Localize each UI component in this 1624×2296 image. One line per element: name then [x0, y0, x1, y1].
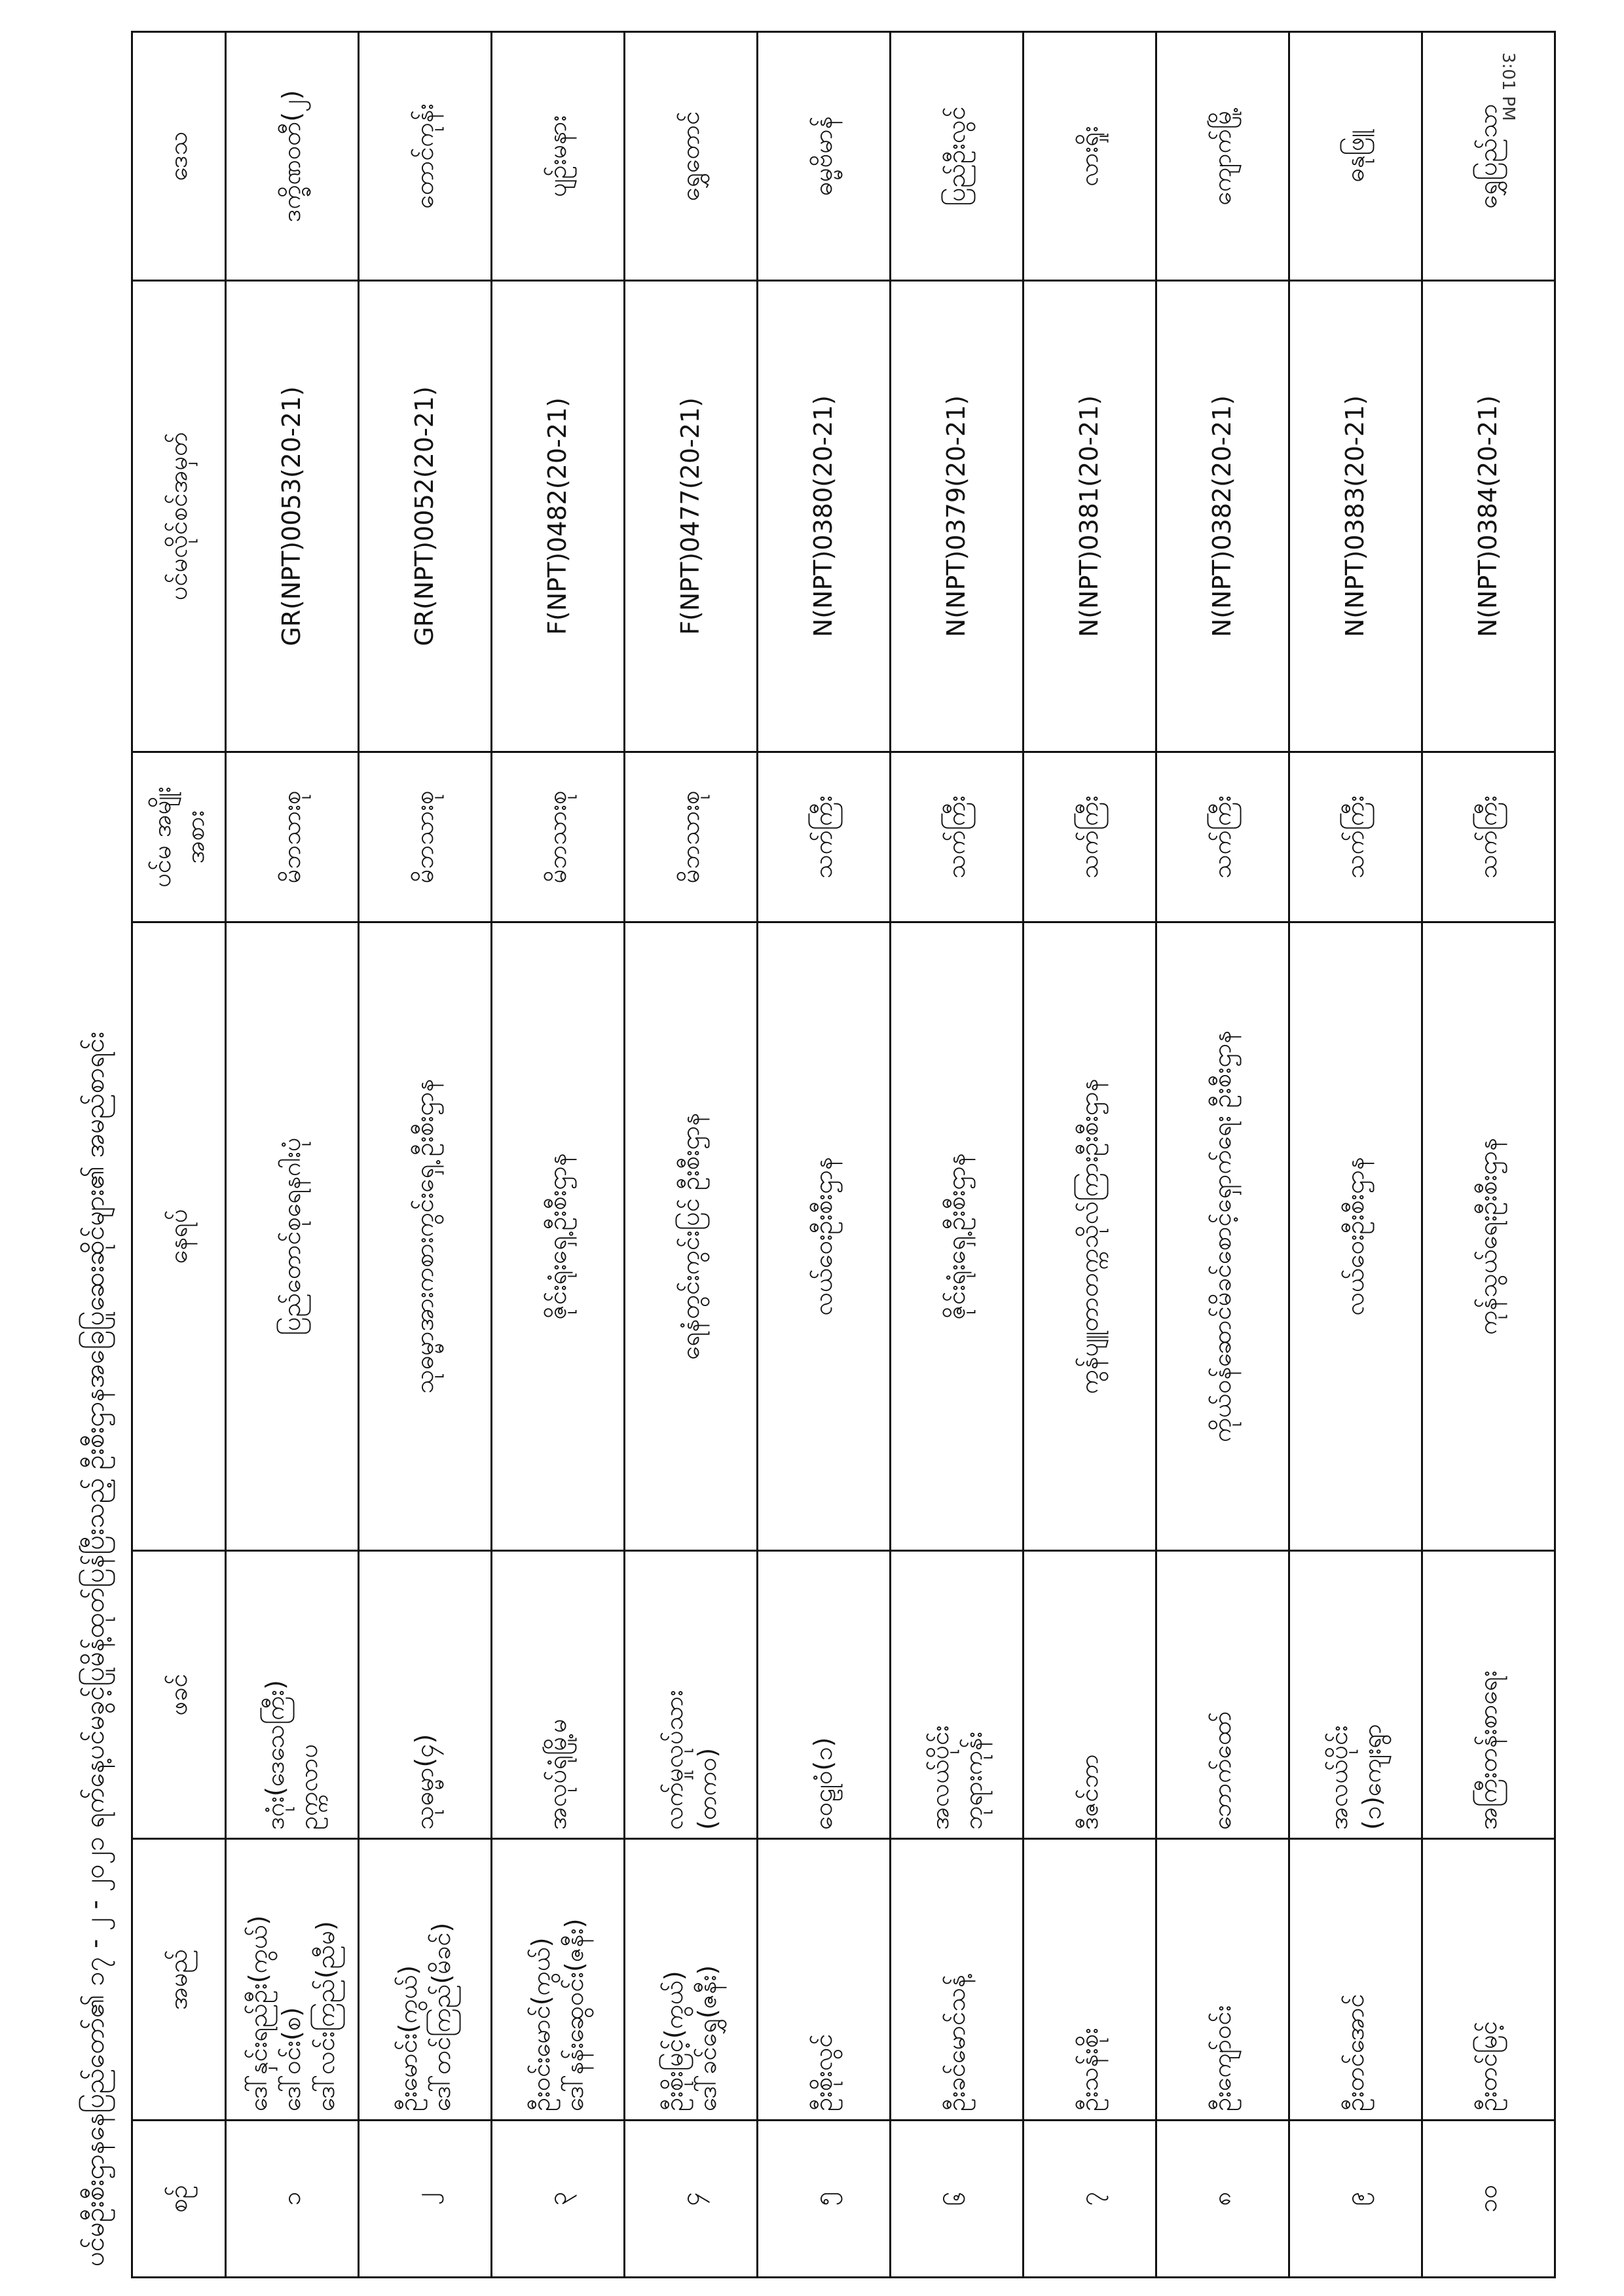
cell-name — [1422, 1839, 1555, 2121]
cell-address: လယ်ဝေးဦးစီးဌာန — [1289, 922, 1422, 1551]
cell-name-line: ဦးဝင်းမောင်(ကွယ်) — [526, 1937, 555, 2111]
print-timestamp: 3:01 PM — [1498, 52, 1518, 121]
cell-father-line: သုဓမ္မာ(၄) — [410, 1734, 439, 1830]
cell-district: ကျောက်မြို့ — [1156, 32, 1289, 281]
cell-licence: N(NPT)0381(20-21) — [1024, 281, 1156, 752]
document-title: ပင်မဦးစီးဌာနနေပြည်တော်၏ ၁၇ - ၂ - ၂၀၂၁ ရက်နေ့ပင်မခွင့်ပြုမိန့်ထုတ်ပြန်ပြီးသည့် ဦးစီးဌာနအခြေပြုဆေးဆိုင်များ၏ အမည်စာရင်း — [80, 1031, 110, 2267]
cell-name — [891, 1839, 1024, 2121]
table-row — [625, 32, 758, 2278]
cell-no: ၂ — [359, 2121, 492, 2278]
cell-father-line: ဘောက်ထော် — [1208, 1711, 1237, 1830]
cell-name — [1289, 1839, 1422, 2121]
cell-address: သုဓမ္မာအားကစားကွင်းရှေ့ ဦးစီးဌာန — [359, 922, 492, 1551]
licence-table — [131, 31, 1556, 2278]
header-district: ဒေသ — [132, 32, 226, 281]
cell-father-line: ဒဂုံး(ဒေသေကြီး) — [260, 1680, 289, 1830]
cell-name — [492, 1839, 625, 2121]
cell-father — [891, 1551, 1024, 1839]
cell-no: ၇ — [1024, 2121, 1156, 2278]
cell-name-line: ဦးသန်းစိုး — [1075, 2028, 1104, 2111]
cell-district: တောင်ကုန်း — [359, 32, 492, 281]
cell-address: ဇိုင်းရုံးရှေ့ဦးစီးဌာန — [492, 922, 625, 1551]
cell-father-line: အလယ်ပိုင်း — [1323, 1725, 1353, 1830]
cell-licence: N(NPT)0384(20-21) — [1422, 281, 1555, 752]
table-row — [226, 32, 359, 2278]
cell-district: ပြည်ဦးလွင် — [891, 32, 1024, 281]
cell-no: ၉ — [1289, 2121, 1422, 2278]
cell-father-line: ဝေဠုဝံ(၁) — [809, 1737, 838, 1830]
cell-father-line: (တကဝ) — [693, 1747, 722, 1830]
cell-district: ရွှေတောင် — [625, 32, 758, 281]
cell-name-line: ဦးတင်မြင့် — [1473, 2021, 1503, 2111]
cell-type: သက်ကြီး — [1289, 752, 1422, 922]
cell-licence: N(NPT)0383(20-21) — [1289, 281, 1422, 752]
table-header-row — [132, 32, 226, 2278]
cell-name-line: ဒေါ်တင်ကြည်(မိခင်) — [427, 1922, 456, 2111]
cell-address: ကိုယ်ဝန်ဆောင်မိခင်စောင့်ရှောက်ရေး ဦးစီးဌာန — [1156, 922, 1289, 1551]
cell-no: ၁ — [226, 2121, 359, 2278]
cell-licence: GR(NPT)0052(20-21) — [359, 281, 492, 752]
cell-name — [1156, 1839, 1289, 2121]
cell-name-line: ဦးကျော်ဝင်း — [1208, 2005, 1237, 2111]
cell-name-line: ဦးတင်အောင် — [1340, 1994, 1370, 2111]
cell-father — [1422, 1551, 1555, 1839]
cell-type: သက်ကြီး — [891, 752, 1024, 922]
header-address: နေရပ် — [132, 922, 226, 1551]
cell-address: ဇိုင်းရုံးရှေ့ဦးစီးဌာန — [891, 922, 1024, 1551]
cell-type: သက်ကြီး — [1422, 752, 1555, 922]
cell-father — [1156, 1551, 1289, 1839]
cell-name — [1024, 1839, 1156, 2121]
header-no: စဉ် — [132, 2121, 226, 2278]
cell-father — [758, 1551, 891, 1839]
cell-address: ရေနံတွင်းကွင်းပြင် ဦးစီးဌာန — [625, 922, 758, 1551]
cell-address: ကုန်သွယ်ရေးဦးစီးဌာန — [1422, 922, 1555, 1551]
cell-district: လားရှိုး — [1024, 32, 1156, 281]
cell-licence: N(NPT)0382(20-21) — [1156, 281, 1289, 752]
table-body — [226, 32, 1555, 2278]
cell-no: ၅ — [758, 2121, 891, 2278]
cell-district: ပျဉ်းမနား — [492, 32, 625, 281]
cell-father — [1289, 1551, 1422, 1839]
cell-licence: N(NPT)0379(20-21) — [891, 281, 1024, 752]
cell-father-line: ဒီဇင်ဘာ — [1075, 1754, 1104, 1830]
cell-district: ဓနုဖြူ — [1289, 32, 1422, 281]
cell-father-line: ဘုရားကုန်း — [959, 1731, 987, 1830]
cell-father-line: အကြီးတန်းစာရေး — [1473, 1670, 1503, 1830]
cell-type: သက်ကြီး — [1156, 752, 1289, 922]
cell-no: ၃ — [492, 2121, 625, 2278]
rotated-document — [59, 33, 1503, 2278]
cell-name — [625, 1839, 758, 2121]
cell-father — [226, 1551, 359, 1839]
cell-no: ၈ — [1156, 2121, 1289, 2278]
cell-father-line: အလယ်ပိုင်း — [925, 1725, 954, 1830]
cell-father — [492, 1551, 625, 1839]
cell-licence: GR(NPT)0053(20-21) — [226, 281, 359, 752]
cell-type: သက်ကြီး — [758, 752, 891, 922]
cell-district: ဓမ္မဗိမာန် — [758, 32, 891, 281]
table-row — [758, 32, 891, 2278]
cell-type: သက်ကြီး — [1024, 752, 1156, 922]
cell-father — [625, 1551, 758, 1839]
cell-type: မိဘသားစု — [625, 752, 758, 922]
table-row — [359, 32, 492, 2278]
cell-address: ကွန်ပျူတာတက္ကသိုလ်ကြားဦးစီးဌာန — [1024, 922, 1156, 1551]
cell-name — [226, 1839, 359, 2121]
cell-no: ၆ — [891, 2121, 1024, 2278]
cell-type: မိဘသားစု — [359, 752, 492, 922]
header-father: ဖခင် — [132, 1551, 226, 1839]
cell-father-line: (၁)ကျေးရွာ — [1357, 1724, 1386, 1830]
cell-district: ရွှေပြည်သာ — [1422, 32, 1555, 281]
cell-name-line: ဒေါ်လင်းကြည်(ညီမ) — [310, 1921, 340, 2111]
cell-name — [359, 1839, 492, 2121]
cell-father-line: ဥက္ကလာပ — [294, 1743, 323, 1830]
cell-name-line: ဦးခင်မောင်သန့် — [942, 1975, 971, 2111]
table-row — [1289, 32, 1422, 2278]
cell-type: မိဘသားစု — [226, 752, 359, 922]
cell-name-line: ဒေါ်နှင်းရည်ဦး(ကွယ်) — [244, 1915, 273, 2111]
cell-no: ၄ — [625, 2121, 758, 2278]
header-licence: ပင်မလိုင်စင်အမှတ် — [132, 281, 226, 752]
cell-name-line: ဦးမောင်း(ကွယ်) — [393, 1965, 422, 2111]
cell-licence: N(NPT)0380(20-21) — [758, 281, 891, 752]
table-row — [891, 32, 1024, 2278]
cell-address: ပြည်တောင်စုရေနဂါးပုံ — [226, 922, 359, 1551]
cell-type: မိဘသားစု — [492, 752, 625, 922]
cell-name-line: ဒေါ်နန်းဆွေဝင်း(ဇနီး) — [560, 1918, 589, 2111]
table-row — [1422, 32, 1555, 2278]
cell-name — [758, 1839, 891, 2121]
cell-name-line: ဦးစိုးမြင့်(ကွယ်) — [659, 1971, 688, 2111]
cell-name-line: ဦးစိုးလွင် — [809, 2033, 838, 2111]
table-row — [1024, 32, 1156, 2278]
cell-name-line: ဒေါ်ခင်ရွှေ(ဇနီး) — [693, 1965, 722, 2111]
table-row — [1156, 32, 1289, 2278]
header-name: အမည် — [132, 1839, 226, 2121]
cell-name-line: ဒေါ်ဝင်း(စ) — [277, 2007, 306, 2111]
cell-address: လယ်ဝေးဦးစီးဌာန — [758, 922, 891, 1551]
cell-father — [1024, 1551, 1156, 1839]
cell-father — [359, 1551, 492, 1839]
cell-no: ၁၀ — [1422, 2121, 1555, 2278]
cell-father-line: အလုပ်ရုံမြို့မ — [543, 1719, 572, 1830]
cell-father-line: လက်မှုလုပ်သား — [659, 1690, 688, 1830]
table-row — [492, 32, 625, 2278]
header-type: ပင်မ အမျိုးအစား — [132, 752, 226, 922]
cell-licence: F(NPT)0477(20-21) — [625, 281, 758, 752]
cell-district: ဒက္ခိဏဝတီ(၂) — [226, 32, 359, 281]
cell-licence: F(NPT)0482(20-21) — [492, 281, 625, 752]
